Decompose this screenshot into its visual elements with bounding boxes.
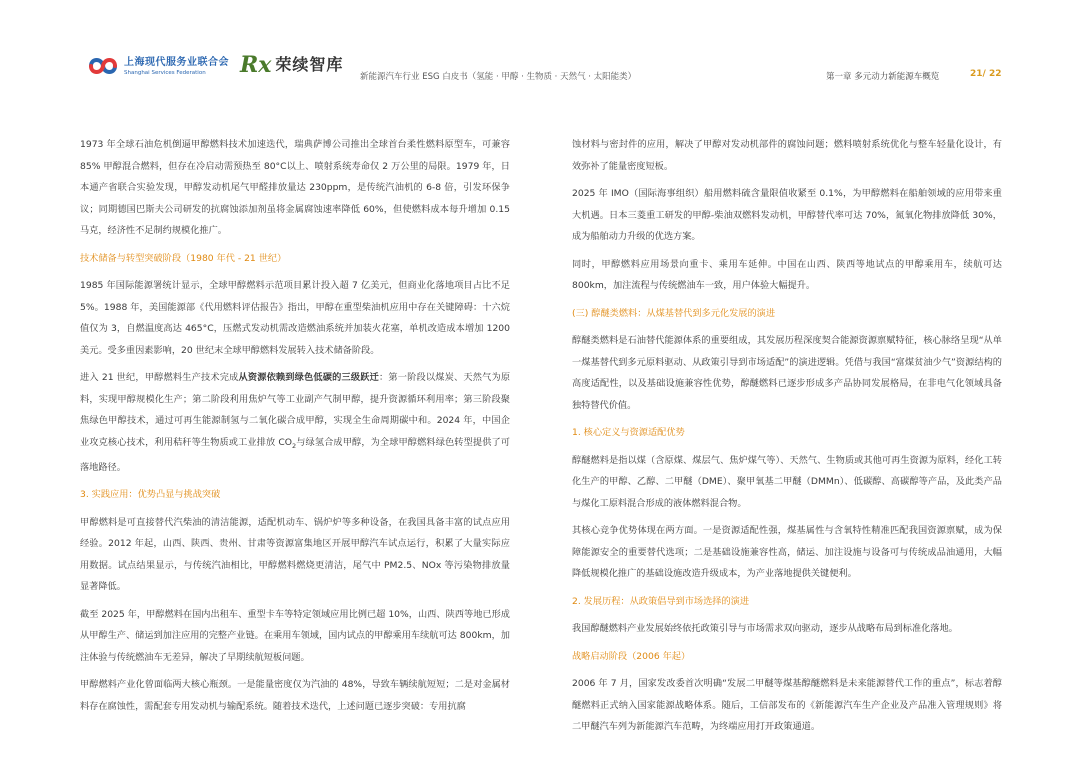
paragraph-text: 进入 21 世纪，甲醇燃料生产技术完成 (80, 372, 239, 383)
paragraph: 醇醚燃料是指以煤（含原煤、煤层气、焦炉煤气等）、天然气、生物质或其他可再生资源为原料，经化工转化生产的甲醇、乙醇、二甲醚（DME）、聚甲氧基二甲醚（DMMn）、低碳醇、高碳醇等产品，及此类产品与煤化工原料混合形成的液体燃料混合物。 (572, 454, 1002, 509)
paragraph: 甲醇燃料产业化曾面临两大核心瓶颈。一是能量密度仅为汽油的 48%，导致车辆续航短短；二是对金属材料存在腐蚀性，需配套专用发动机与输配系统。随着技术迭代，上述问题已逐步突破：专用抗腐 (80, 679, 510, 712)
right-column (572, 134, 1002, 744)
page-number: 21/ 22 (970, 69, 1002, 79)
brand-logo (240, 53, 343, 77)
paragraph-text: ：第一阶段以煤炭、天然气为原料，实现甲醇规模化生产；第二阶段利用焦炉气等工业副产气制甲醇，提升资源循环利用率；第三阶段聚焦绿色甲醇技术，通过可再生能源制氢与二氧化碳合成甲醇，实现全生命周期碳中和。2024 年，中国企业攻克核心技术，利用秸秆等生物质或工业排放 CO (80, 372, 511, 448)
paragraph: 1973 年全球石油危机倒逼甲醇燃料技术加速迭代，瑞典萨博公司推出全球首台柔性燃料原型车，可兼容 85% 甲醇混合燃料，但存在冷启动需预热至 80°C以上、喷射系统寿命仅 2 万公里的局限。1979 年，日本通产省联合实验发现，甲醇发动机尾气甲醛排放量达 230ppm，是传统汽油机的 6-8 倍，引发环保争议；同期德国巴斯夫公司研发的抗腐蚀添加剂虽将金属腐蚀速率降低 60%，但使燃料成本每升增加 0.15 马克，经济性不足制约规模化推广。 (80, 139, 510, 236)
paragraph-text: 与绿氢合成甲醇，为全球甲醇燃料绿色转型提供了可落地路径。 (80, 436, 510, 473)
paragraph-emphasis: 从资源依赖到绿色低碳的三级跃迁 (238, 372, 380, 383)
subscript: 2 (291, 441, 297, 450)
federation-name-en: Shanghai Services Federation (124, 69, 206, 76)
federation-name-cn: 上海现代服务业联合会 (124, 56, 229, 68)
left-column (80, 134, 510, 723)
section-heading: 1. 核心定义与资源适配优势 (572, 427, 685, 438)
page-header (0, 0, 1080, 110)
paragraph: 2006 年 7 月，国家发改委首次明确“发展二甲醚等煤基醇醚燃料是未来能源替代工作的重点”，标志着醇醚燃料正式纳入国家能源战略体系。随后，工信部发布的《新能源汽车生产企业及产品准入管理规则》将二甲醚汽车列为新能源汽车范畴，为终端应用打开政策通道。 (572, 678, 1002, 732)
paragraph: 甲醇燃料是可直接替代汽柴油的清洁能源，适配机动车、锅炉炉等多种设备，在我国具备丰富的试点应用经验。2012 年起，山西、陕西、贵州、甘肃等资源富集地区开展甲醇汽车试点运行，积累了大量实际应用数据。试点结果显示，与传统汽油相比，甲醇燃料燃烧更清洁，尾气中 PM2.5、NOx 等污染物排放量显著降低。 (80, 516, 510, 593)
brand-name: 荣续智库 (275, 55, 344, 74)
section-heading: (三) 醇醚类燃料：从煤基替代到多元化发展的演进 (572, 307, 776, 319)
paragraph: 2025 年 IMO（国际海事组织）船用燃料硫含量限值收紧至 0.1%，为甲醇燃料在船舶领域的应用带来重大机遇。日本三菱重工研发的甲醇-柴油双燃料发动机，甲醇替代率可达 70%，氮氧化物排放降低 30%，成为船舶动力升级的优选方案。 (572, 188, 1002, 242)
paragraph: 其核心竞争优势体现在两方面。一是资源适配性强，煤基属性与含氧特性精准匹配我国资源禀赋，成为保障能源安全的重要替代选项；二是基础设施兼容性高，储运、加注设施与设备可与传统成品油通用，大幅降低规模化推广的基础设施改造升级成本，为产业落地提供关键便利。 (572, 525, 1002, 579)
paragraph: 同时，甲醇燃料应用场景向重卡、乘用车延伸。中国在山西、陕西等地试点的甲醇乘用车，续航可达 800km，加注流程与传统燃油车一致，用户体验大幅提升。 (572, 258, 1002, 291)
paragraph (80, 367, 510, 478)
federation-emblem-icon (88, 54, 118, 78)
section-heading: 技术储备与转型突破阶段（1980 年代 - 21 世纪） (80, 252, 287, 264)
section-heading: 战略启动阶段（2006 年起） (572, 650, 691, 662)
brand-mark: Rx (240, 52, 272, 78)
paragraph: 醇醚类燃料是石油替代能源体系的重要组成，其发展历程深度契合能源资源禀赋特征，核心脉络呈现“从单一煤基替代到多元原料驱动、从政策引导到市场适配”的演进逻辑。凭借与我国“富煤贫油少气”资源结构的高度适配性，以及基础设施兼容性优势，醇醚燃料已逐步形成多产品协同发展格局，在非电气化领域具备独特替代价值。 (572, 335, 1002, 411)
section-heading: 3. 实践应用：优势凸显与挑战突破 (80, 489, 221, 501)
federation-logo (88, 54, 229, 78)
chapter-title: 第一章 多元动力新能源车概览 (826, 72, 940, 82)
section-heading: 2. 发展历程：从政策倡导到市场选择的演进 (572, 595, 750, 607)
paragraph: 截至 2025 年，甲醇燃料在国内出租车、重型卡车等特定领域应用比例已超 10%，山西、陕西等地已形成从甲醇生产、储运到加注应用的完整产业链。在乘用车领域，国内试点的甲醇乘用车续航可达 800km，加注体验与传统燃油车无差异，解决了早期续航短板问题。 (80, 608, 510, 663)
paragraph: 1985 年国际能源署统计显示，全球甲醇燃料示范项目累计投入超 7 亿美元，但商业化落地项目占比不足 5%。1988 年，美国能源部《代用燃料评估报告》指出，甲醇在重型柴油机应用中存在关键障碍：十六烷值仅为 3，自燃温度高达 465°C，压燃式发动机需改造燃油系统并加装火花塞，单机改造成本增加 1200 美元。受多重因素影响，20 世纪末全球甲醇燃料发展转入技术储备阶段。 (80, 280, 510, 356)
document-title: 新能源汽车行业 ESG 白皮书（氢能 · 甲醇 · 生物质 · 天然气 · 太阳能类） (360, 72, 637, 82)
paragraph: 我国醇醚燃料产业发展始终依托政策引导与市场需求双向驱动，逐步从战略布局到标准化落地。 (572, 623, 958, 634)
paragraph: 蚀材料与密封件的应用，解决了甲醇对发动机部件的腐蚀问题；燃料喷射系统优化与整车轻量化设计，有效弥补了能量密度短板。 (572, 139, 1002, 172)
